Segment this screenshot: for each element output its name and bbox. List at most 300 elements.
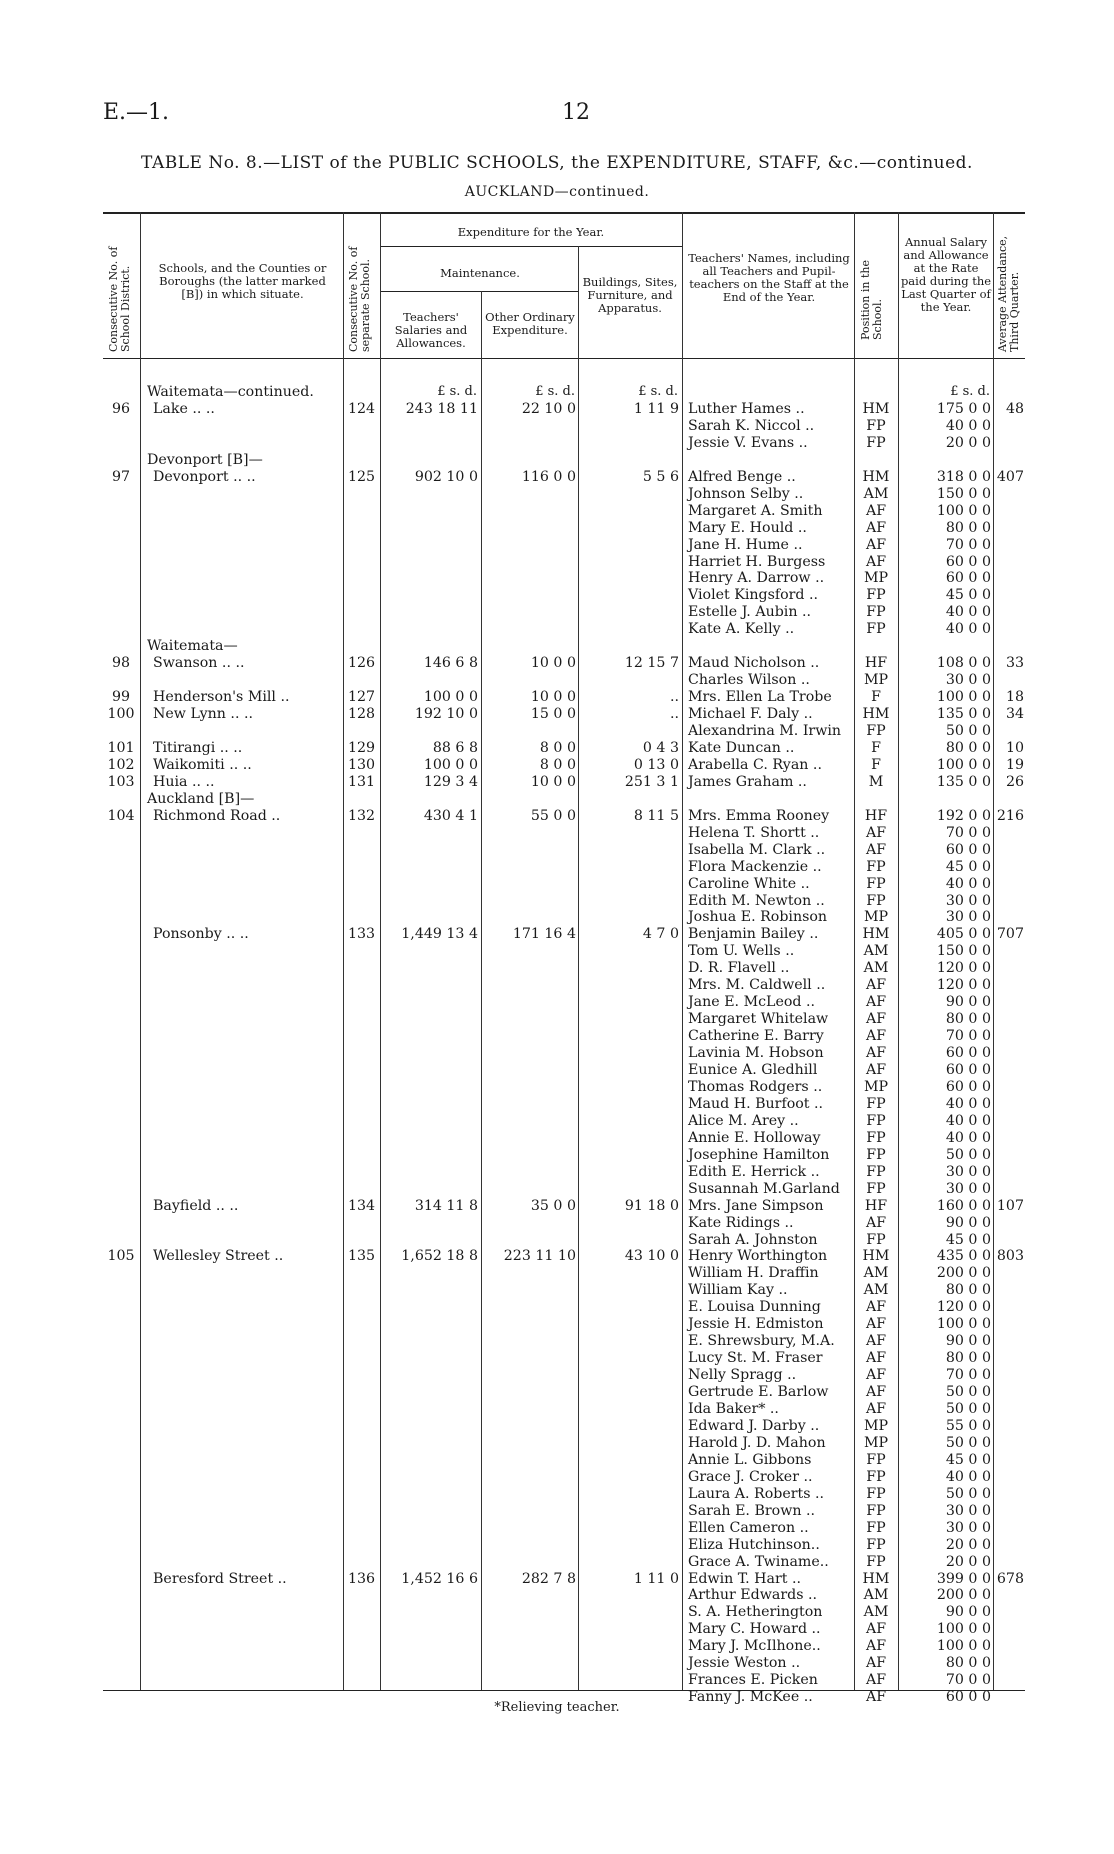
cell-district: 103 xyxy=(107,773,135,790)
cell-position: FP xyxy=(866,1180,886,1197)
cell-position: AF xyxy=(865,841,887,858)
cell-position: AF xyxy=(865,1045,887,1062)
unit-other: £ s. d. xyxy=(535,384,575,399)
header-separate: Consecutive No. of separate School. xyxy=(347,246,372,352)
cell-teacher-name: D. R. Flavell .. xyxy=(688,960,790,977)
cell-position: HM xyxy=(862,400,890,417)
cell-salaries: 88 6 8 xyxy=(432,739,478,756)
cell-annual-salary: 50 0 0 xyxy=(945,1384,991,1401)
cell-position: FP xyxy=(866,1502,886,1519)
cell-buildings: 43 10 0 xyxy=(624,1248,679,1265)
cell-teacher-name: Violet Kingsford .. xyxy=(688,587,819,604)
cell-school: Waikomiti .. .. xyxy=(153,756,252,773)
table-top-rule xyxy=(103,212,1025,214)
table-title: TABLE No. 8.—LIST of the PUBLIC SCHOOLS, the EXPENDITURE, STAFF, &c.—continued. xyxy=(141,153,973,173)
cell-school: Auckland [B]— xyxy=(147,790,255,807)
cell-position: FP xyxy=(866,1146,886,1163)
cell-salaries: 100 0 0 xyxy=(423,756,478,773)
header-position: Position in the School. xyxy=(859,260,884,340)
cell-position: FP xyxy=(866,434,886,451)
cell-annual-salary: 30 0 0 xyxy=(945,1502,991,1519)
cell-position: HF xyxy=(864,655,888,672)
cell-annual-salary: 60 0 0 xyxy=(945,1062,991,1078)
cell-teacher-name: Sarah A. Johnston xyxy=(688,1231,818,1248)
cell-attendance: 26 xyxy=(1005,773,1024,790)
cell-annual-salary: 30 0 0 xyxy=(945,1519,991,1536)
cell-annual-salary: 45 0 0 xyxy=(945,1231,991,1248)
cell-attendance: 803 xyxy=(996,1248,1024,1265)
cell-school: Swanson .. .. xyxy=(153,655,245,672)
cell-teacher-name: Helena T. Shortt .. xyxy=(688,824,820,841)
cell-teacher-name: Harriet H. Burgess xyxy=(688,553,826,570)
header-buildings: Buildings, Sites, Furniture, and Apparatus. xyxy=(582,275,678,315)
page-number: 12 xyxy=(562,100,590,125)
cell-position: FP xyxy=(866,1485,886,1502)
header-expenditure: Expenditure for the Year. xyxy=(457,225,605,239)
cell-school: Devonport .. .. xyxy=(153,468,256,485)
cell-teacher-name: Sarah K. Niccol .. xyxy=(688,417,815,434)
cell-teacher-name: Jane E. McLeod .. xyxy=(688,994,816,1011)
cell-annual-salary: 70 0 0 xyxy=(945,1028,991,1045)
cell-position: MP xyxy=(863,570,889,587)
cell-position: AF xyxy=(865,1672,887,1689)
cell-school: Titirangi .. .. xyxy=(153,739,243,756)
cell-annual-salary: 150 0 0 xyxy=(936,485,991,502)
cell-annual-salary: 435 0 0 xyxy=(936,1248,991,1265)
cell-position: FP xyxy=(866,1112,886,1129)
cell-position: AF xyxy=(865,1011,887,1028)
cell-buildings: 8 11 5 xyxy=(633,807,679,824)
cell-teacher-name: Ida Baker* .. xyxy=(688,1401,779,1417)
cell-annual-salary: 120 0 0 xyxy=(936,960,991,977)
cell-attendance: 678 xyxy=(996,1570,1024,1587)
cell-annual-salary: 80 0 0 xyxy=(945,1282,991,1299)
cell-annual-salary: 70 0 0 xyxy=(945,536,991,553)
cell-annual-salary: 100 0 0 xyxy=(936,1316,991,1333)
cell-district: 96 xyxy=(111,400,131,417)
cell-annual-salary: 40 0 0 xyxy=(945,1112,991,1129)
cell-position: FP xyxy=(866,1163,886,1180)
cell-annual-salary: 120 0 0 xyxy=(936,1299,991,1316)
cell-annual-salary: 50 0 0 xyxy=(945,1485,991,1502)
cell-annual-salary: 100 0 0 xyxy=(936,689,991,706)
col-divider xyxy=(481,291,482,1690)
cell-annual-salary: 60 0 0 xyxy=(945,570,991,587)
cell-annual-salary: 100 0 0 xyxy=(936,1621,991,1638)
cell-teacher-name: Susannah M.Garland xyxy=(688,1180,840,1197)
cell-position: AF xyxy=(865,824,887,841)
cell-buildings: 91 18 0 xyxy=(624,1197,679,1214)
cell-teacher-name: Laura A. Roberts .. xyxy=(688,1485,825,1502)
cell-teacher-name: Catherine E. Barry xyxy=(688,1028,824,1045)
cell-annual-salary: 30 0 0 xyxy=(945,672,991,689)
header-district: Consecutive No. of School District. xyxy=(107,246,132,352)
cell-separate-no: 127 xyxy=(347,689,376,706)
col-divider xyxy=(682,212,683,1690)
header-bottom-rule xyxy=(103,358,1025,359)
cell-annual-salary: 80 0 0 xyxy=(945,1350,991,1367)
cell-teacher-name: Mrs. Ellen La Trobe xyxy=(688,689,832,706)
cell-position: AF xyxy=(865,1638,887,1655)
cell-teacher-name: Jessie V. Evans .. xyxy=(688,434,808,451)
cell-school: Beresford Street .. xyxy=(153,1570,287,1587)
cell-position: AF xyxy=(865,1333,887,1350)
cell-teacher-name: Arabella C. Ryan .. xyxy=(688,756,822,773)
cell-teacher-name: Grace A. Twiname.. xyxy=(688,1553,829,1570)
cell-annual-salary: 90 0 0 xyxy=(945,1604,991,1621)
cell-position: HM xyxy=(862,468,890,485)
cell-other-expenditure: 116 0 0 xyxy=(521,468,576,485)
cell-teacher-name: Johnson Selby .. xyxy=(688,485,804,502)
cell-position: AM xyxy=(863,960,889,977)
cell-position: AM xyxy=(863,1265,889,1282)
cell-position: FP xyxy=(866,892,886,909)
cell-annual-salary: 50 0 0 xyxy=(945,1401,991,1417)
cell-position: AF xyxy=(865,536,887,553)
cell-annual-salary: 150 0 0 xyxy=(936,943,991,960)
cell-annual-salary: 60 0 0 xyxy=(945,553,991,570)
cell-salaries: 129 3 4 xyxy=(423,773,478,790)
cell-annual-salary: 55 0 0 xyxy=(945,1417,991,1434)
cell-position: AF xyxy=(865,1316,887,1333)
cell-other-expenditure: 35 0 0 xyxy=(530,1197,576,1214)
cell-salaries: 430 4 1 xyxy=(423,807,478,824)
cell-teacher-name: Maud H. Burfoot .. xyxy=(688,1095,824,1112)
cell-school: Waitemata—continued. xyxy=(147,384,314,400)
cell-teacher-name: Annie L. Gibbons xyxy=(688,1451,812,1468)
cell-annual-salary: 40 0 0 xyxy=(945,621,991,638)
cell-annual-salary: 70 0 0 xyxy=(945,824,991,841)
expenditure-rule xyxy=(380,246,682,247)
unit-salaries: £ s. d. xyxy=(437,384,477,399)
cell-teacher-name: Alfred Benge .. xyxy=(688,468,796,485)
col-divider xyxy=(993,212,994,1690)
cell-separate-no: 124 xyxy=(347,400,376,417)
cell-other-expenditure: 55 0 0 xyxy=(530,807,576,824)
cell-attendance: 107 xyxy=(996,1197,1024,1214)
cell-teacher-name: William Kay .. xyxy=(688,1282,788,1299)
cell-teacher-name: Josephine Hamilton xyxy=(688,1146,830,1163)
cell-position: AM xyxy=(863,485,889,502)
cell-position: AF xyxy=(865,1621,887,1638)
header-other: Other Ordinary Expenditure. xyxy=(485,310,575,337)
cell-attendance: 707 xyxy=(996,926,1024,943)
cell-separate-no: 126 xyxy=(347,655,376,672)
cell-attendance: 33 xyxy=(1005,655,1024,672)
header-attendance: Average Attendance, Third Quarter. xyxy=(996,235,1021,352)
cell-annual-salary: 108 0 0 xyxy=(936,655,991,672)
cell-salaries: 1,652 18 8 xyxy=(401,1248,478,1265)
cell-salaries: 243 18 11 xyxy=(405,400,478,417)
cell-annual-salary: 30 0 0 xyxy=(945,1180,991,1197)
cell-position: AF xyxy=(865,1655,887,1672)
cell-other-expenditure: 223 11 10 xyxy=(503,1248,576,1265)
cell-teacher-name: Alice M. Arey .. xyxy=(688,1112,799,1129)
cell-teacher-name: James Graham .. xyxy=(688,773,807,790)
cell-position: FP xyxy=(866,875,886,892)
cell-teacher-name: Grace J. Croker .. xyxy=(688,1468,813,1485)
cell-annual-salary: 192 0 0 xyxy=(936,807,991,824)
cell-annual-salary: 30 0 0 xyxy=(945,909,991,926)
cell-teacher-name: Mary J. McIlhone.. xyxy=(688,1638,821,1655)
table-subtitle: AUCKLAND—continued. xyxy=(464,184,650,200)
cell-school: New Lynn .. .. xyxy=(153,706,253,723)
cell-school: Huia .. .. xyxy=(153,773,215,790)
cell-buildings: 1 11 0 xyxy=(633,1570,679,1587)
cell-school: Wellesley Street .. xyxy=(153,1248,284,1265)
cell-annual-salary: 40 0 0 xyxy=(945,417,991,434)
cell-teacher-name: Eunice A. Gledhill xyxy=(688,1062,818,1078)
cell-other-expenditure: 10 0 0 xyxy=(530,689,576,706)
cell-teacher-name: Harold J. D. Mahon xyxy=(688,1434,826,1451)
cell-position: FP xyxy=(866,1231,886,1248)
cell-annual-salary: 135 0 0 xyxy=(936,773,991,790)
cell-other-expenditure: 15 0 0 xyxy=(530,706,576,723)
cell-teacher-name: Mary C. Howard .. xyxy=(688,1621,821,1638)
cell-annual-salary: 100 0 0 xyxy=(936,502,991,519)
cell-annual-salary: 90 0 0 xyxy=(945,1214,991,1231)
cell-teacher-name: Mrs. Jane Simpson xyxy=(688,1197,824,1214)
cell-position: HF xyxy=(864,807,888,824)
cell-position: FP xyxy=(866,858,886,875)
cell-teacher-name: Estelle J. Aubin .. xyxy=(688,604,811,621)
cell-position: FP xyxy=(866,1129,886,1146)
cell-other-expenditure: 10 0 0 xyxy=(530,655,576,672)
cell-annual-salary: 50 0 0 xyxy=(945,1146,991,1163)
cell-annual-salary: 20 0 0 xyxy=(945,1536,991,1553)
cell-attendance: 48 xyxy=(1005,400,1024,417)
cell-position: AF xyxy=(865,1062,887,1078)
cell-attendance: 18 xyxy=(1005,689,1024,706)
cell-teacher-name: Lucy St. M. Fraser xyxy=(688,1350,823,1367)
cell-annual-salary: 90 0 0 xyxy=(945,1333,991,1350)
cell-separate-no: 135 xyxy=(347,1248,376,1265)
cell-district: 101 xyxy=(107,739,135,756)
cell-annual-salary: 40 0 0 xyxy=(945,875,991,892)
cell-position: AF xyxy=(865,1689,887,1706)
cell-position: FP xyxy=(866,587,886,604)
cell-position: FP xyxy=(866,417,886,434)
header-salaries: Teachers' Salaries and Allowances. xyxy=(394,310,468,350)
cell-position: AF xyxy=(865,977,887,994)
cell-position: AF xyxy=(865,502,887,519)
header-teachers: Teachers' Names, including all Teachers and Pupil-teachers on the Staff at the End of the Year. xyxy=(688,251,850,304)
cell-separate-no: 134 xyxy=(347,1197,376,1214)
cell-teacher-name: E. Louisa Dunning xyxy=(688,1299,821,1316)
cell-teacher-name: Edith M. Newton .. xyxy=(688,892,825,909)
cell-teacher-name: Edward J. Darby .. xyxy=(688,1417,820,1434)
cell-position: AF xyxy=(865,553,887,570)
cell-attendance: 407 xyxy=(996,468,1024,485)
cell-position: AF xyxy=(865,1028,887,1045)
cell-position: FP xyxy=(866,621,886,638)
cell-teacher-name: Lavinia M. Hobson xyxy=(688,1045,824,1062)
cell-annual-salary: 70 0 0 xyxy=(945,1367,991,1384)
cell-other-expenditure: 10 0 0 xyxy=(530,773,576,790)
cell-teacher-name: Arthur Edwards .. xyxy=(688,1587,818,1604)
cell-buildings: .. xyxy=(669,706,679,723)
cell-district: 100 xyxy=(107,706,135,723)
cell-district: 99 xyxy=(111,689,131,706)
cell-position: MP xyxy=(863,1434,889,1451)
cell-teacher-name: Jessie H. Edmiston xyxy=(688,1316,824,1333)
cell-separate-no: 131 xyxy=(347,773,376,790)
cell-teacher-name: Jessie Weston .. xyxy=(688,1655,801,1672)
document-reference: E.—1. xyxy=(103,100,170,125)
cell-other-expenditure: 171 16 4 xyxy=(512,926,576,943)
cell-annual-salary: 175 0 0 xyxy=(936,400,991,417)
cell-position: HM xyxy=(862,706,890,723)
cell-attendance: 216 xyxy=(996,807,1024,824)
cell-annual-salary: 60 0 0 xyxy=(945,841,991,858)
cell-separate-no: 133 xyxy=(347,926,376,943)
cell-salaries: 192 10 0 xyxy=(414,706,478,723)
cell-annual-salary: 20 0 0 xyxy=(945,1553,991,1570)
cell-buildings: 1 11 9 xyxy=(633,400,679,417)
col-divider xyxy=(343,212,344,1690)
cell-position: AM xyxy=(863,943,889,960)
cell-teacher-name: Edwin T. Hart .. xyxy=(688,1570,802,1587)
cell-annual-salary: 30 0 0 xyxy=(945,1163,991,1180)
cell-position: MP xyxy=(863,1417,889,1434)
cell-annual-salary: 40 0 0 xyxy=(945,1468,991,1485)
col-divider xyxy=(578,246,579,1690)
cell-position: AM xyxy=(863,1282,889,1299)
cell-teacher-name: Henry Worthington xyxy=(688,1248,828,1265)
cell-annual-salary: 135 0 0 xyxy=(936,706,991,723)
cell-district: 102 xyxy=(107,756,135,773)
cell-position: AM xyxy=(863,1587,889,1604)
cell-salaries: 902 10 0 xyxy=(414,468,478,485)
cell-salaries: 314 11 8 xyxy=(414,1197,478,1214)
cell-separate-no: 129 xyxy=(347,739,376,756)
cell-position: FP xyxy=(866,1519,886,1536)
cell-district: 98 xyxy=(111,655,131,672)
cell-salaries: 1,449 13 4 xyxy=(401,926,478,943)
cell-buildings: 5 5 6 xyxy=(642,468,679,485)
cell-annual-salary: 200 0 0 xyxy=(936,1265,991,1282)
cell-school: Waitemata— xyxy=(147,638,238,655)
cell-annual-salary: 40 0 0 xyxy=(945,604,991,621)
cell-teacher-name: Joshua E. Robinson xyxy=(688,909,828,926)
cell-teacher-name: Mrs. Emma Rooney xyxy=(688,807,830,824)
cell-district: 104 xyxy=(107,807,135,824)
cell-teacher-name: E. Shrewsbury, M.A. xyxy=(688,1333,835,1350)
cell-teacher-name: Isabella M. Clark .. xyxy=(688,841,826,858)
cell-salaries: 100 0 0 xyxy=(423,689,478,706)
cell-teacher-name: Maud Nicholson .. xyxy=(688,655,820,672)
cell-school: Ponsonby .. .. xyxy=(153,926,249,943)
cell-teacher-name: Kate Ridings .. xyxy=(688,1214,794,1231)
maintenance-rule xyxy=(380,291,578,292)
cell-other-expenditure: 282 7 8 xyxy=(521,1570,576,1587)
cell-attendance: 10 xyxy=(1005,739,1024,756)
cell-position: F xyxy=(871,689,881,706)
cell-teacher-name: Margaret Whitelaw xyxy=(688,1011,829,1028)
cell-buildings: 4 7 0 xyxy=(642,926,679,943)
cell-position: HF xyxy=(864,1197,888,1214)
cell-district: 97 xyxy=(111,468,131,485)
cell-teacher-name: Michael F. Daly .. xyxy=(688,706,813,723)
cell-attendance: 34 xyxy=(1005,706,1024,723)
unit-annual: £ s. d. xyxy=(950,384,990,399)
col-divider xyxy=(380,212,381,1690)
header-annual-salary: Annual Salary and Allowance at the Rate paid during the Last Quarter of the Year. xyxy=(900,235,992,314)
cell-annual-salary: 50 0 0 xyxy=(945,723,991,739)
cell-teacher-name: Mary E. Hould .. xyxy=(688,519,807,536)
cell-position: HM xyxy=(862,1248,890,1265)
cell-teacher-name: Henry A. Darrow .. xyxy=(688,570,825,587)
cell-position: AF xyxy=(865,1384,887,1401)
cell-annual-salary: 200 0 0 xyxy=(936,1587,991,1604)
cell-annual-salary: 45 0 0 xyxy=(945,1451,991,1468)
cell-other-expenditure: 8 0 0 xyxy=(539,739,576,756)
cell-annual-salary: 90 0 0 xyxy=(945,994,991,1011)
cell-teacher-name: Charles Wilson .. xyxy=(688,672,810,689)
cell-annual-salary: 405 0 0 xyxy=(936,926,991,943)
cell-salaries: 1,452 16 6 xyxy=(401,1570,478,1587)
cell-annual-salary: 70 0 0 xyxy=(945,1672,991,1689)
cell-annual-salary: 160 0 0 xyxy=(936,1197,991,1214)
cell-school: Bayfield .. .. xyxy=(153,1197,239,1214)
cell-teacher-name: Jane H. Hume .. xyxy=(688,536,803,553)
cell-position: AF xyxy=(865,1350,887,1367)
cell-other-expenditure: 22 10 0 xyxy=(521,400,576,417)
cell-school: Devonport [B]— xyxy=(147,451,263,468)
cell-annual-salary: 40 0 0 xyxy=(945,1095,991,1112)
cell-position: MP xyxy=(863,672,889,689)
cell-other-expenditure: 8 0 0 xyxy=(539,756,576,773)
cell-teacher-name: Eliza Hutchinson.. xyxy=(688,1536,820,1553)
cell-annual-salary: 20 0 0 xyxy=(945,434,991,451)
cell-teacher-name: Alexandrina M. Irwin xyxy=(688,723,842,739)
col-divider xyxy=(140,212,141,1690)
cell-annual-salary: 40 0 0 xyxy=(945,1129,991,1146)
cell-buildings: 0 4 3 xyxy=(642,739,679,756)
cell-teacher-name: S. A. Hetherington xyxy=(688,1604,823,1621)
cell-annual-salary: 100 0 0 xyxy=(936,1638,991,1655)
cell-position: MP xyxy=(863,1078,889,1095)
cell-position: F xyxy=(871,739,881,756)
cell-teacher-name: Nelly Spragg .. xyxy=(688,1367,797,1384)
unit-buildings: £ s. d. xyxy=(638,384,678,399)
footnote: *Relieving teacher. xyxy=(494,1700,620,1715)
cell-teacher-name: Annie E. Holloway xyxy=(688,1129,821,1146)
cell-teacher-name: Kate A. Kelly .. xyxy=(688,621,795,638)
cell-annual-salary: 50 0 0 xyxy=(945,1434,991,1451)
cell-annual-salary: 399 0 0 xyxy=(936,1570,991,1587)
cell-teacher-name: Margaret A. Smith xyxy=(688,502,823,519)
cell-annual-salary: 80 0 0 xyxy=(945,1655,991,1672)
cell-annual-salary: 80 0 0 xyxy=(945,519,991,536)
cell-position: M xyxy=(868,773,884,790)
cell-teacher-name: Sarah E. Brown .. xyxy=(688,1502,816,1519)
cell-annual-salary: 80 0 0 xyxy=(945,739,991,756)
cell-teacher-name: Tom U. Wells .. xyxy=(688,943,795,960)
cell-annual-salary: 100 0 0 xyxy=(936,756,991,773)
cell-teacher-name: Ellen Cameron .. xyxy=(688,1519,809,1536)
cell-position: MP xyxy=(863,909,889,926)
cell-teacher-name: William H. Draffin xyxy=(688,1265,819,1282)
cell-separate-no: 136 xyxy=(347,1570,376,1587)
cell-school: Henderson's Mill .. xyxy=(153,689,290,706)
cell-teacher-name: Edith E. Herrick .. xyxy=(688,1163,820,1180)
cell-position: AF xyxy=(865,1367,887,1384)
cell-teacher-name: Flora Mackenzie .. xyxy=(688,858,822,875)
cell-buildings: 251 3 1 xyxy=(624,773,679,790)
header-schools: Schools, and the Counties or Boroughs (the latter marked [B]) in which situate. xyxy=(158,261,327,301)
cell-position: AM xyxy=(863,1604,889,1621)
